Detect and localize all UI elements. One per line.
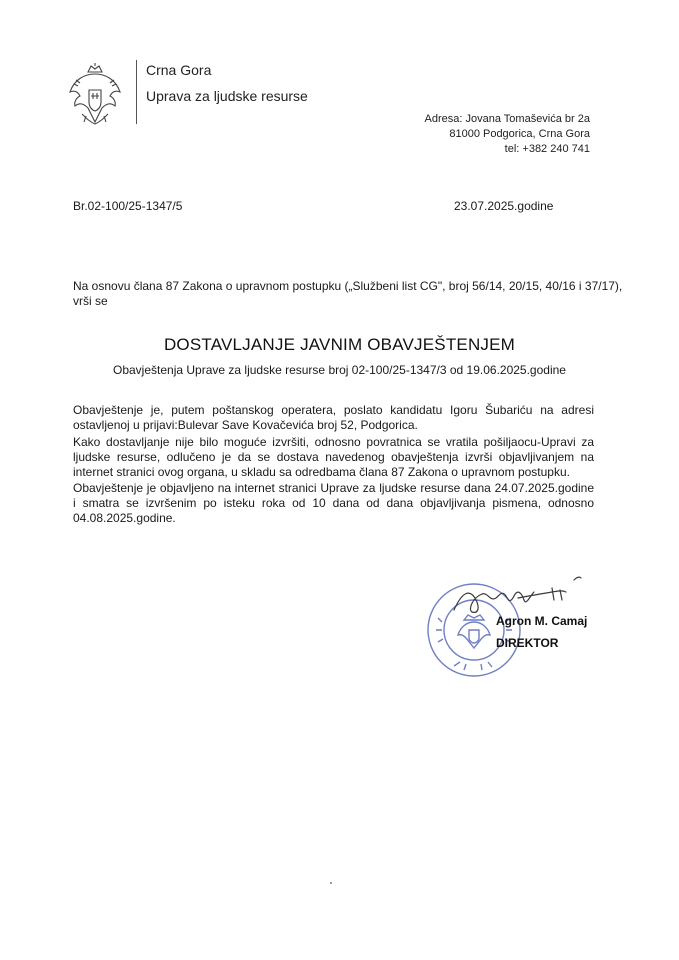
paragraph-1: Obavještenje je, putem poštanskog operatera, poslato kandidatu Igoru Šubariću na adresi ostavljenoj u prijavi:Bulevar Save Kovačevića broj 52, Podgorica. [73,403,594,432]
org-country: Crna Gora [146,62,212,78]
address-street: Adresa: Jovana Tomaševića br 2a [424,113,590,125]
document-subtitle: Obavještenja Uprave za ljudske resurse broj 02-100/25-1347/3 od 19.06.2025.godine [113,363,566,377]
address-phone: tel: +382 240 741 [504,143,590,155]
paragraph-3: Obavještenje je objavljeno na internet stranici Uprave za ljudske resurse dana 24.07.2025.godine i smatra se izvršenim po isteku roka od 10 dana od dana objavljivanja pismena, odnosno 04.08.2025.godine. [73,481,594,525]
reference-number: Br.02-100/25-1347/5 [73,199,183,213]
intro-line-2: vrši se [73,294,108,308]
org-name: Uprava za ljudske resurse [146,88,308,104]
intro-line-1: Na osnovu člana 87 Zakona o upravnom postupku („Službeni list CG", broj 56/14, 20/15, 40/16 i 37/17), [73,279,623,293]
paragraph-2: Kako dostavljanje nije bilo moguće izvršiti, odnosno povratnica se vratila pošiljaocu-Upravi za ljudske resurse, odlučeno je da se dostava navedenog obavještenja izvrši objavljivanjem na internet stranici ovog organa, u skladu sa odredbama člana 87 Zakona o upravnom postupku. [73,435,594,479]
document-date: 23.07.2025.godine [454,199,554,213]
header-divider [136,60,137,124]
document-title: DOSTAVLJANJE JAVNIM OBAVJEŠTENJEM [163,335,516,354]
signatory-name: Agron M. Camaj [496,614,588,628]
coat-of-arms-icon [66,62,124,128]
scan-speck [330,882,332,884]
address-city: 81000 Podgorica, Crna Gora [449,128,590,140]
signatory-role: DIREKTOR [496,636,559,650]
